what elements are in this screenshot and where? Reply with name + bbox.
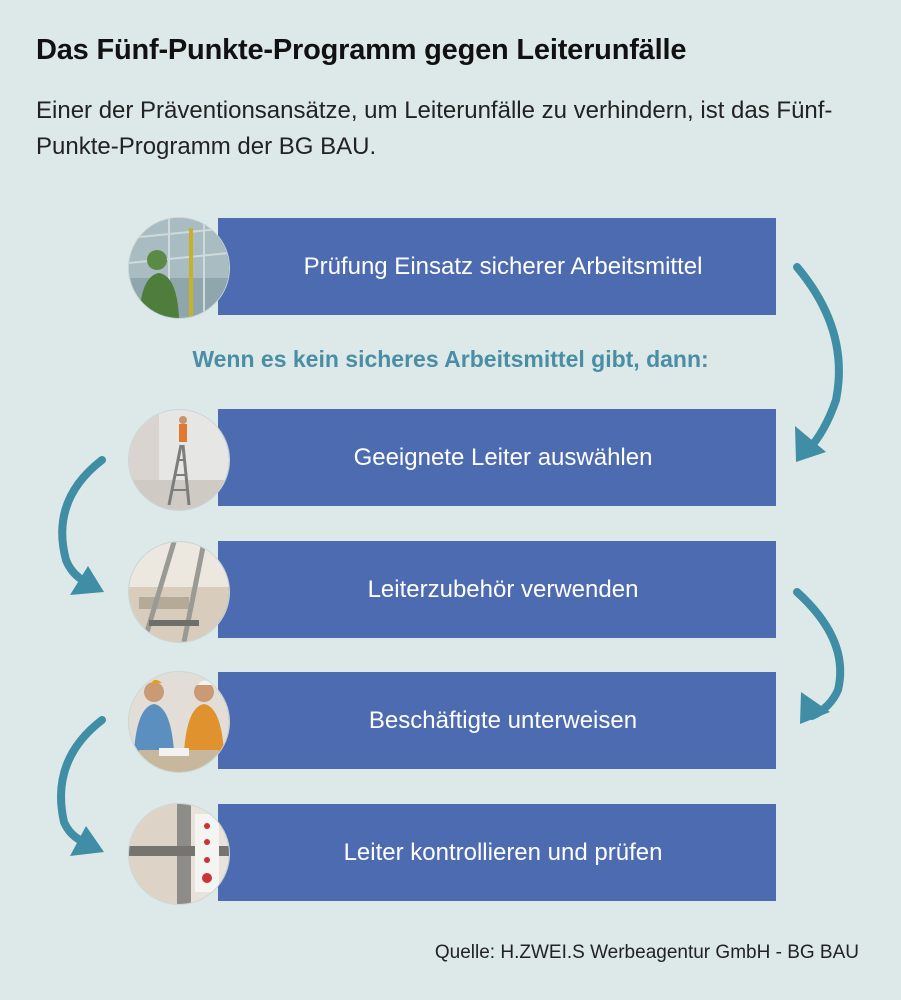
- step-1-label: Prüfung Einsatz sicherer Arbeitsmittel: [303, 252, 703, 280]
- step-2-label: Geeignete Leiter auswählen: [353, 443, 653, 471]
- arrowhead-step4: [800, 692, 830, 724]
- step-3-box: [218, 541, 776, 638]
- step-1-box: [218, 218, 776, 315]
- step-5-label: Leiter kontrollieren und prüfen: [343, 838, 663, 866]
- arrow-step4-to-step5: [61, 720, 102, 842]
- step-2-box: [218, 409, 776, 506]
- step-3-label: Leiterzubehör verwenden: [367, 575, 639, 603]
- worker-on-ladder-photo: [128, 409, 230, 511]
- arrow-step3-to-step4: [797, 592, 840, 716]
- step-5-box: [218, 804, 776, 901]
- ladder-accessory-photo: [128, 541, 230, 643]
- condition-text: Wenn es kein sicheres Arbeitsmittel gibt, dann:: [192, 346, 709, 372]
- ladder-inspection-photo: [128, 803, 230, 905]
- step-4-label: Beschäftigte unterweisen: [368, 706, 638, 734]
- arrow-step2-to-step3: [62, 460, 102, 582]
- worker-on-lift-photo: [128, 217, 230, 319]
- intro-text: Einer der Präventionsansätze, um Leiterunfälle zu verhindern, ist das Fünf-Punkte-Programm der BG BAU.: [36, 97, 833, 160]
- workers-instruction-photo: [128, 671, 230, 773]
- page-title: Das Fünf-Punkte-Programm gegen Leiterunfälle: [36, 34, 687, 66]
- arrowhead-step5: [70, 826, 104, 856]
- source-credit: Quelle: H.ZWEI.S Werbeagentur GmbH - BG BAU: [434, 942, 859, 963]
- step-4-box: [218, 672, 776, 769]
- arrowhead-step3: [70, 566, 104, 595]
- arrowhead-step2: [795, 426, 826, 462]
